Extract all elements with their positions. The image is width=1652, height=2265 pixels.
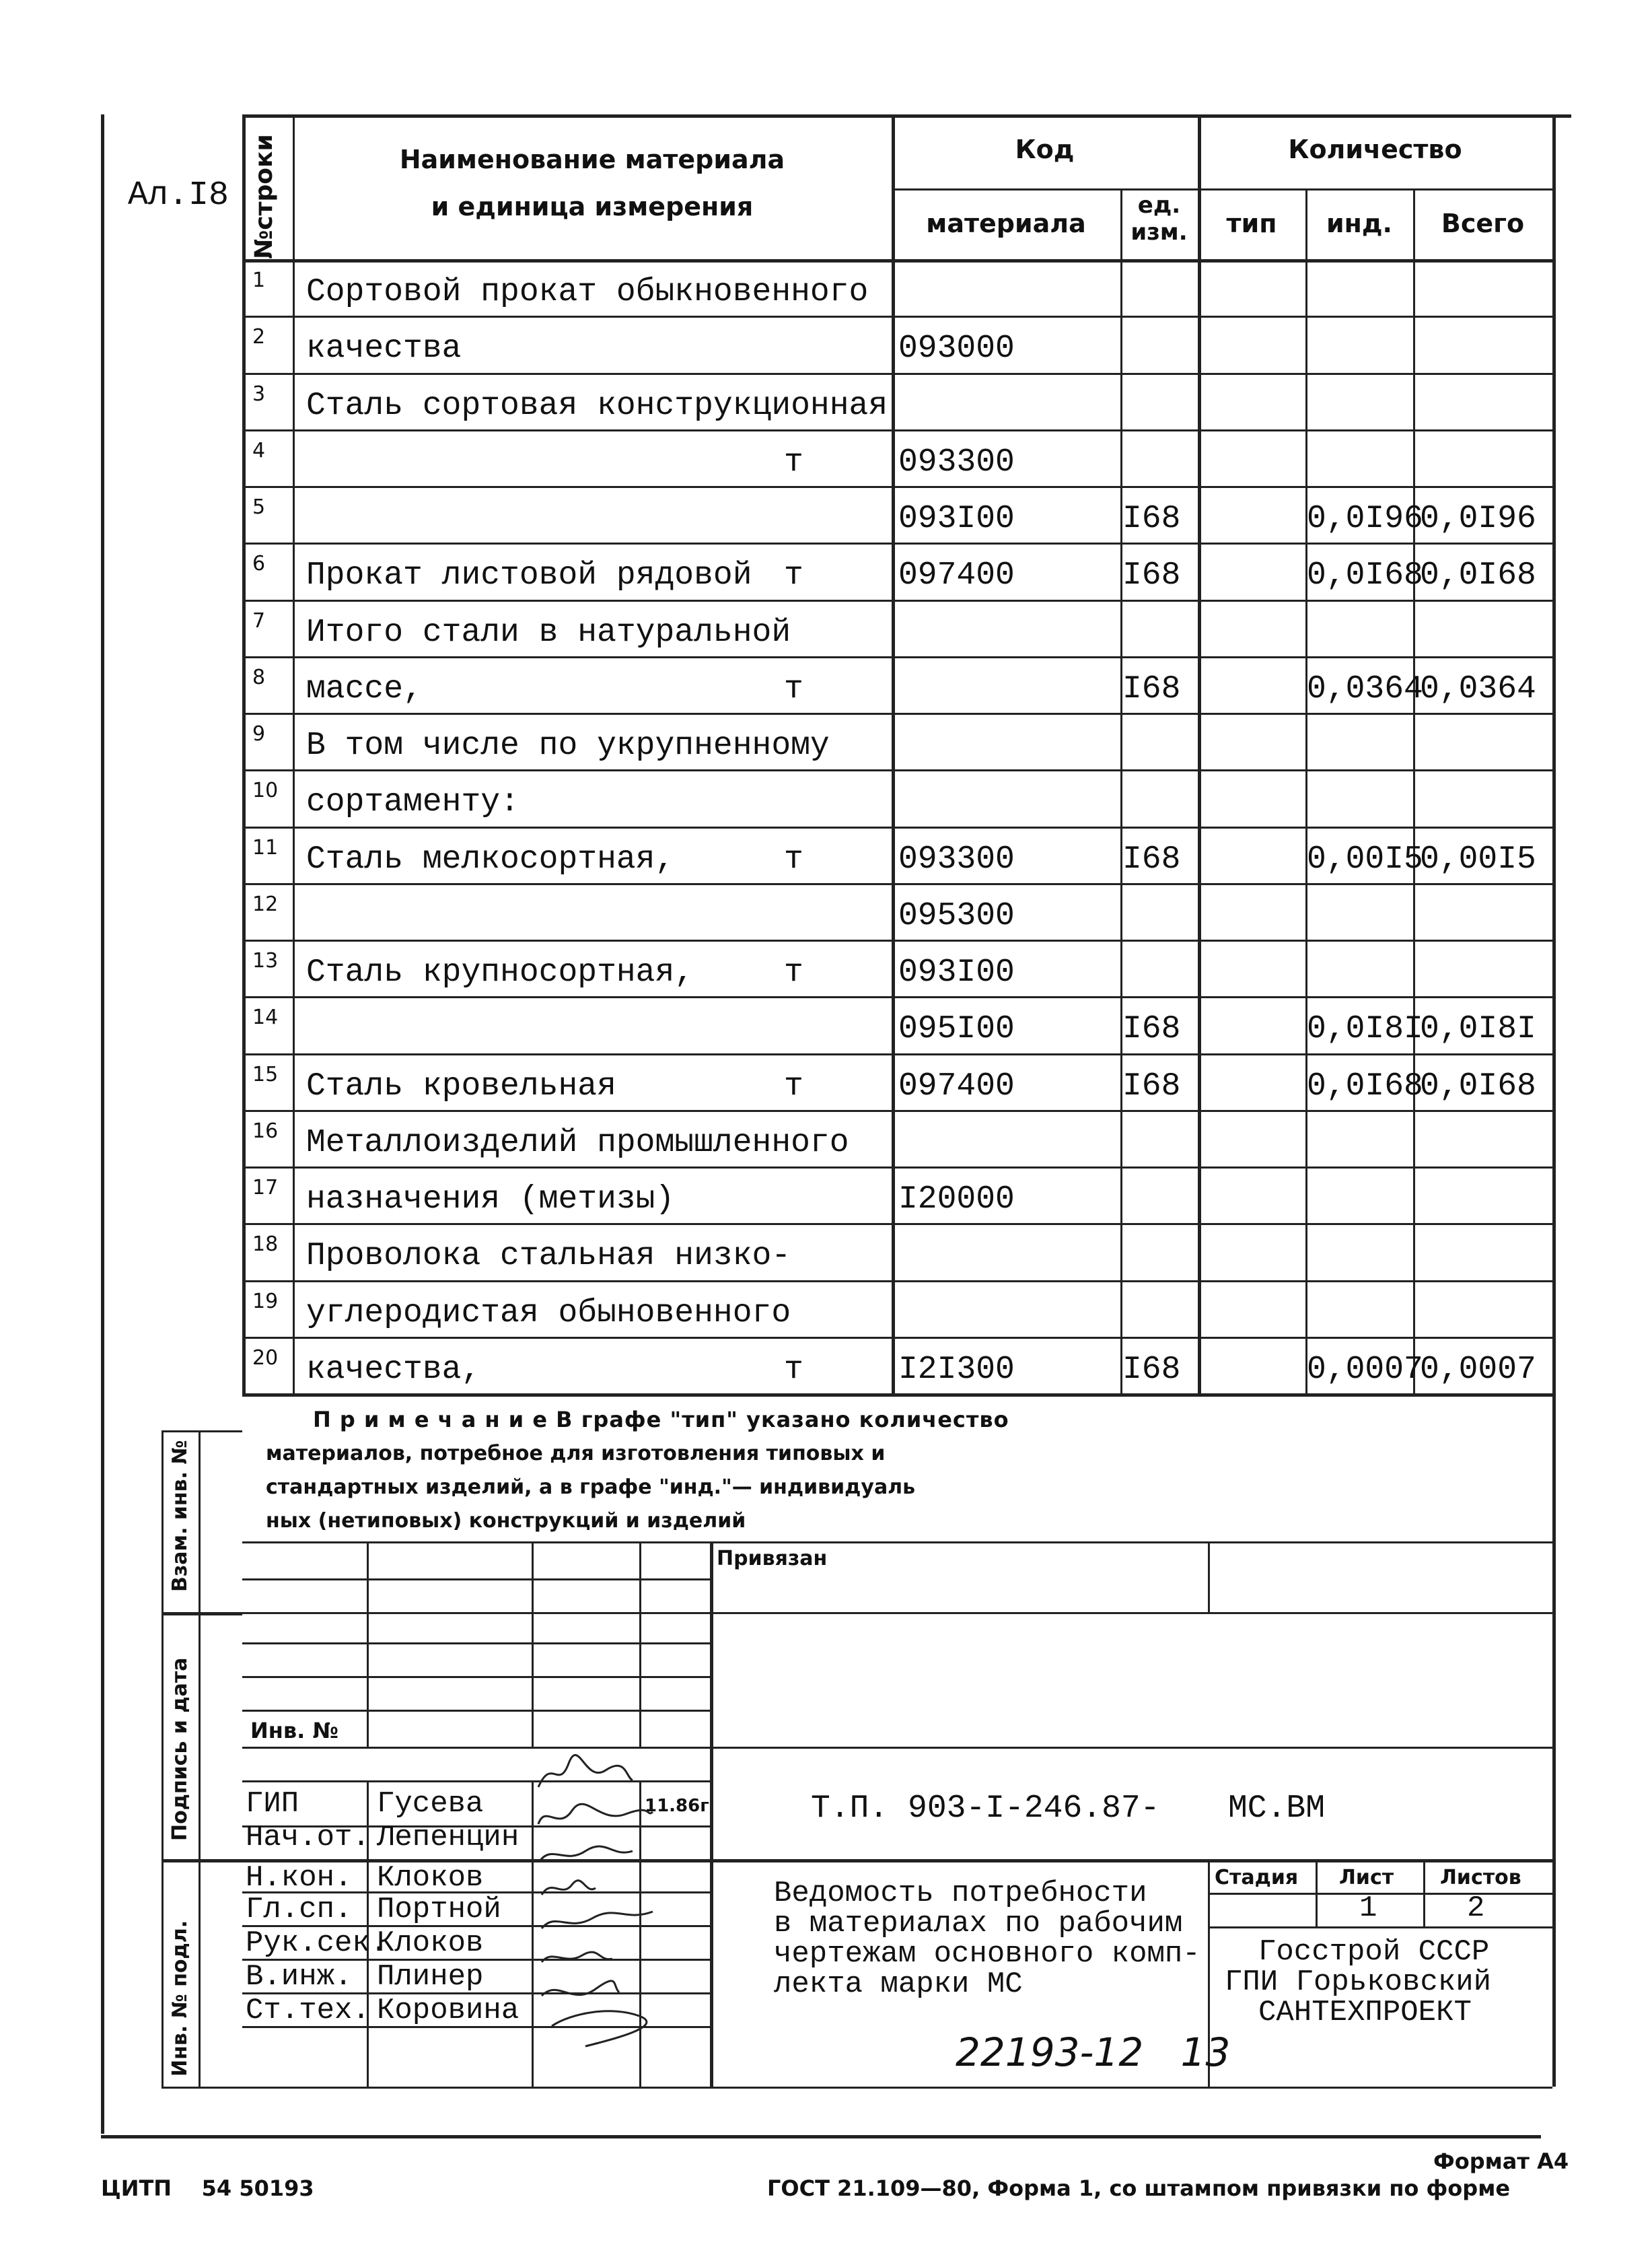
row-material-name: Сталь крупносортная, — [306, 954, 694, 991]
signatory-role: В.инж. — [246, 1960, 353, 1994]
signatory-role: Гл.сп. — [246, 1893, 353, 1926]
row-unit: т — [784, 954, 803, 991]
row-number: 12 — [252, 892, 279, 916]
row-divider — [242, 316, 1552, 318]
doc-code: Т.П. 903-I-246.87- — [811, 1790, 1160, 1827]
row-material-code: 093000 — [898, 330, 1015, 368]
date-value: 11.86г — [645, 1796, 709, 1816]
row-qty-total: 0,0364 — [1420, 670, 1536, 707]
row-number: 11 — [252, 835, 279, 860]
row-material-name: Металлоизделий промышленного — [306, 1124, 849, 1161]
vzam-inv-label: Взам. инв. № — [168, 1440, 192, 1592]
material-code-header: материала — [926, 209, 1086, 238]
row-unit-code: I68 — [1122, 557, 1181, 594]
row-number: 14 — [252, 1006, 279, 1030]
row-unit-code: I68 — [1122, 501, 1181, 537]
typ-header: тип — [1226, 209, 1277, 238]
row-number: 18 — [252, 1232, 279, 1257]
sheets-value: 2 — [1467, 1891, 1485, 1925]
row-material-name: качества, — [306, 1351, 481, 1388]
frame-left-line — [101, 114, 104, 2134]
row-divider — [242, 996, 1552, 998]
doc-mark: МС.ВМ — [1228, 1790, 1326, 1827]
sheets-label: Листов — [1440, 1866, 1521, 1889]
name-header-line2: и единица измерения — [431, 192, 754, 221]
inv-podl-label: Инв. № подл. — [168, 1920, 192, 2077]
row-divider — [242, 486, 1552, 488]
row-material-name: В том числе по укрупненному — [306, 728, 830, 764]
row-number: 2 — [252, 325, 266, 349]
row-qty-ind: 0,0I96 — [1307, 501, 1423, 537]
row-number: 1 — [252, 269, 266, 292]
row-qty-total: 0,0007 — [1420, 1351, 1536, 1388]
row-unit-code: I68 — [1122, 1011, 1181, 1048]
org-line3: САНТЕХПРОЕКТ — [1258, 1996, 1472, 2029]
row-material-name: Сталь кровельная — [306, 1068, 616, 1105]
signatory-role: Рук.сек. — [246, 1926, 388, 1960]
row-divider — [242, 600, 1552, 602]
unit-header-line2: изм. — [1130, 219, 1188, 246]
row-number: 6 — [252, 552, 266, 576]
privyazan-label: Привязан — [717, 1547, 828, 1570]
row-unit: т — [784, 1068, 803, 1105]
row-divider — [242, 713, 1552, 715]
row-number: 9 — [252, 722, 266, 746]
signatory-name: Клоков — [377, 1926, 484, 1960]
row-unit: т — [784, 1351, 803, 1388]
signatory-name: Плинер — [377, 1960, 484, 1994]
row-qty-ind: 0,0007 — [1307, 1351, 1423, 1388]
row-number: 20 — [252, 1346, 279, 1370]
row-material-code: 097400 — [898, 557, 1015, 594]
row-divider — [242, 373, 1552, 375]
row-number: 17 — [252, 1176, 279, 1199]
total-header: Всего — [1441, 209, 1525, 238]
row-unit: т — [784, 670, 803, 707]
signatory-name: Лепенцин — [377, 1821, 519, 1854]
name-header-line1: Наименование материала — [399, 145, 785, 174]
stage-label: Стадия — [1215, 1866, 1299, 1889]
row-number: 8 — [252, 665, 266, 689]
row-material-code: 093I00 — [898, 501, 1015, 537]
row-qty-total: 0,0I68 — [1420, 1068, 1536, 1105]
row-material-code: 093I00 — [898, 954, 1015, 991]
row-material-name: Сортовой прокат обыкновенного — [306, 274, 869, 310]
row-unit-code: I68 — [1122, 670, 1181, 707]
row-material-code: 093300 — [898, 841, 1015, 878]
footer-right: ГОСТ 21.109—80, Форма 1, со штампом привязки по форме — [767, 2175, 1511, 2201]
row-material-code: 097400 — [898, 1068, 1015, 1105]
signatory-role: Нач.от. — [246, 1821, 370, 1854]
row-divider — [242, 429, 1552, 431]
signatory-name: Коровина — [377, 1994, 519, 2027]
row-material-name: Итого стали в натуральной — [306, 614, 791, 651]
row-qty-total: 0,0I68 — [1420, 557, 1536, 594]
sheet-no-value: 1 — [1359, 1891, 1377, 1925]
row-material-name: Проволока стальная низко- — [306, 1238, 791, 1275]
row-unit: т — [784, 841, 803, 878]
row-qty-total: 0,00I5 — [1420, 841, 1536, 878]
row-material-name: сортаменту: — [306, 784, 519, 821]
row-number: 10 — [252, 779, 279, 803]
quantity-header: Количество — [1288, 135, 1462, 164]
row-unit: т — [784, 444, 803, 481]
row-number: 5 — [252, 495, 266, 519]
row-material-code: 093300 — [898, 444, 1015, 481]
ind-header: инд. — [1326, 209, 1392, 238]
signatory-role: Ст.тех. — [246, 1994, 370, 2027]
title-line4: лекта марки МС — [774, 1967, 1023, 2001]
signatory-role: ГИП — [246, 1787, 299, 1821]
row-unit-code: I68 — [1122, 1068, 1181, 1105]
row-divider — [242, 1280, 1552, 1282]
row-material-name: качества — [306, 330, 462, 368]
row-divider — [242, 1053, 1552, 1055]
signatory-role: Н.кон. — [246, 1861, 353, 1895]
note-line2: материалов, потребное для изготовления типовых и — [266, 1442, 886, 1465]
frame-top-line — [242, 114, 1571, 118]
signatory-name: Портной — [377, 1893, 501, 1926]
row-qty-ind: 0,0364 — [1307, 670, 1423, 707]
org-line2: ГПИ Горьковский — [1225, 1965, 1492, 1999]
row-material-code: 095300 — [898, 897, 1015, 934]
row-material-name: Прокат листовой рядовой — [306, 557, 752, 594]
row-material-name: углеродистая обыновенного — [306, 1294, 791, 1331]
inv-no-label: Инв. № — [250, 1718, 338, 1743]
row-material-code: 095I00 — [898, 1011, 1015, 1048]
unit-header-line1: ед. — [1137, 192, 1181, 219]
row-number: 3 — [252, 382, 266, 406]
row-divider — [242, 769, 1552, 771]
row-qty-ind: 0,0I68 — [1307, 1068, 1423, 1105]
sheet-no-label: Лист — [1339, 1866, 1394, 1889]
row-divider — [242, 1223, 1552, 1225]
row-number: 4 — [252, 438, 266, 462]
row-material-code: I20000 — [898, 1181, 1015, 1218]
row-number: 13 — [252, 949, 279, 973]
signatory-name: Клоков — [377, 1861, 484, 1895]
frame-bottom-line — [101, 2135, 1541, 2138]
row-unit: т — [784, 557, 803, 594]
row-material-name: Сталь сортовая конструкционная — [306, 387, 888, 424]
title-line2: в материалах по рабочим — [774, 1907, 1183, 1941]
row-divider — [242, 1337, 1552, 1339]
format-label: Формат А4 — [1433, 2149, 1569, 2174]
note-line3: стандартных изделий, а в графе "инд."— индивидуаль — [266, 1475, 916, 1499]
row-divider — [242, 827, 1552, 829]
signatures-drawing — [532, 1750, 733, 2066]
row-divider — [242, 1110, 1552, 1112]
org-line1: Госстрой СССР — [1258, 1935, 1490, 1969]
row-qty-ind: 0,0I8I — [1307, 1011, 1423, 1048]
row-unit-code: I68 — [1122, 841, 1181, 878]
row-qty-ind: 0,0I68 — [1307, 557, 1423, 594]
row-divider — [242, 543, 1552, 545]
row-qty-ind: 0,00I5 — [1307, 841, 1423, 878]
title-line1: Ведомость потребности — [774, 1877, 1147, 1910]
row-number: 19 — [252, 1289, 279, 1313]
row-qty-total: 0,0I96 — [1420, 501, 1536, 537]
row-material-name: назначения (метизы) — [306, 1181, 675, 1218]
row-qty-total: 0,0I8I — [1420, 1011, 1536, 1048]
podpis-data-label: Подпись и дата — [168, 1657, 192, 1841]
row-number: 7 — [252, 608, 266, 633]
row-unit-code: I68 — [1122, 1351, 1181, 1388]
footer-left: ЦИТП 54 50193 — [101, 2175, 314, 2201]
row-divider — [242, 883, 1552, 885]
handwritten-number: 22193-12 13 — [956, 2029, 1231, 2075]
note-line1: П р и м е ч а н и е В графе "тип" указано количество — [313, 1407, 1009, 1432]
row-material-name: Сталь мелкосортная, — [306, 841, 675, 878]
note-line4: ных (нетиповых) конструкций и изделий — [266, 1509, 746, 1533]
title-line3: чертежам основного комп- — [774, 1937, 1200, 1971]
row-divider — [242, 1166, 1552, 1169]
row-divider — [242, 940, 1552, 942]
sheet-label: Ал.I8 — [128, 176, 229, 215]
row-material-code: I2I300 — [898, 1351, 1015, 1388]
row-number-header: №строки — [250, 134, 278, 259]
signatory-name: Гусева — [377, 1787, 484, 1821]
code-header: Код — [1015, 135, 1075, 164]
row-number: 16 — [252, 1119, 279, 1143]
row-material-name: массе, — [306, 670, 423, 707]
row-divider — [242, 656, 1552, 658]
row-number: 15 — [252, 1062, 279, 1086]
